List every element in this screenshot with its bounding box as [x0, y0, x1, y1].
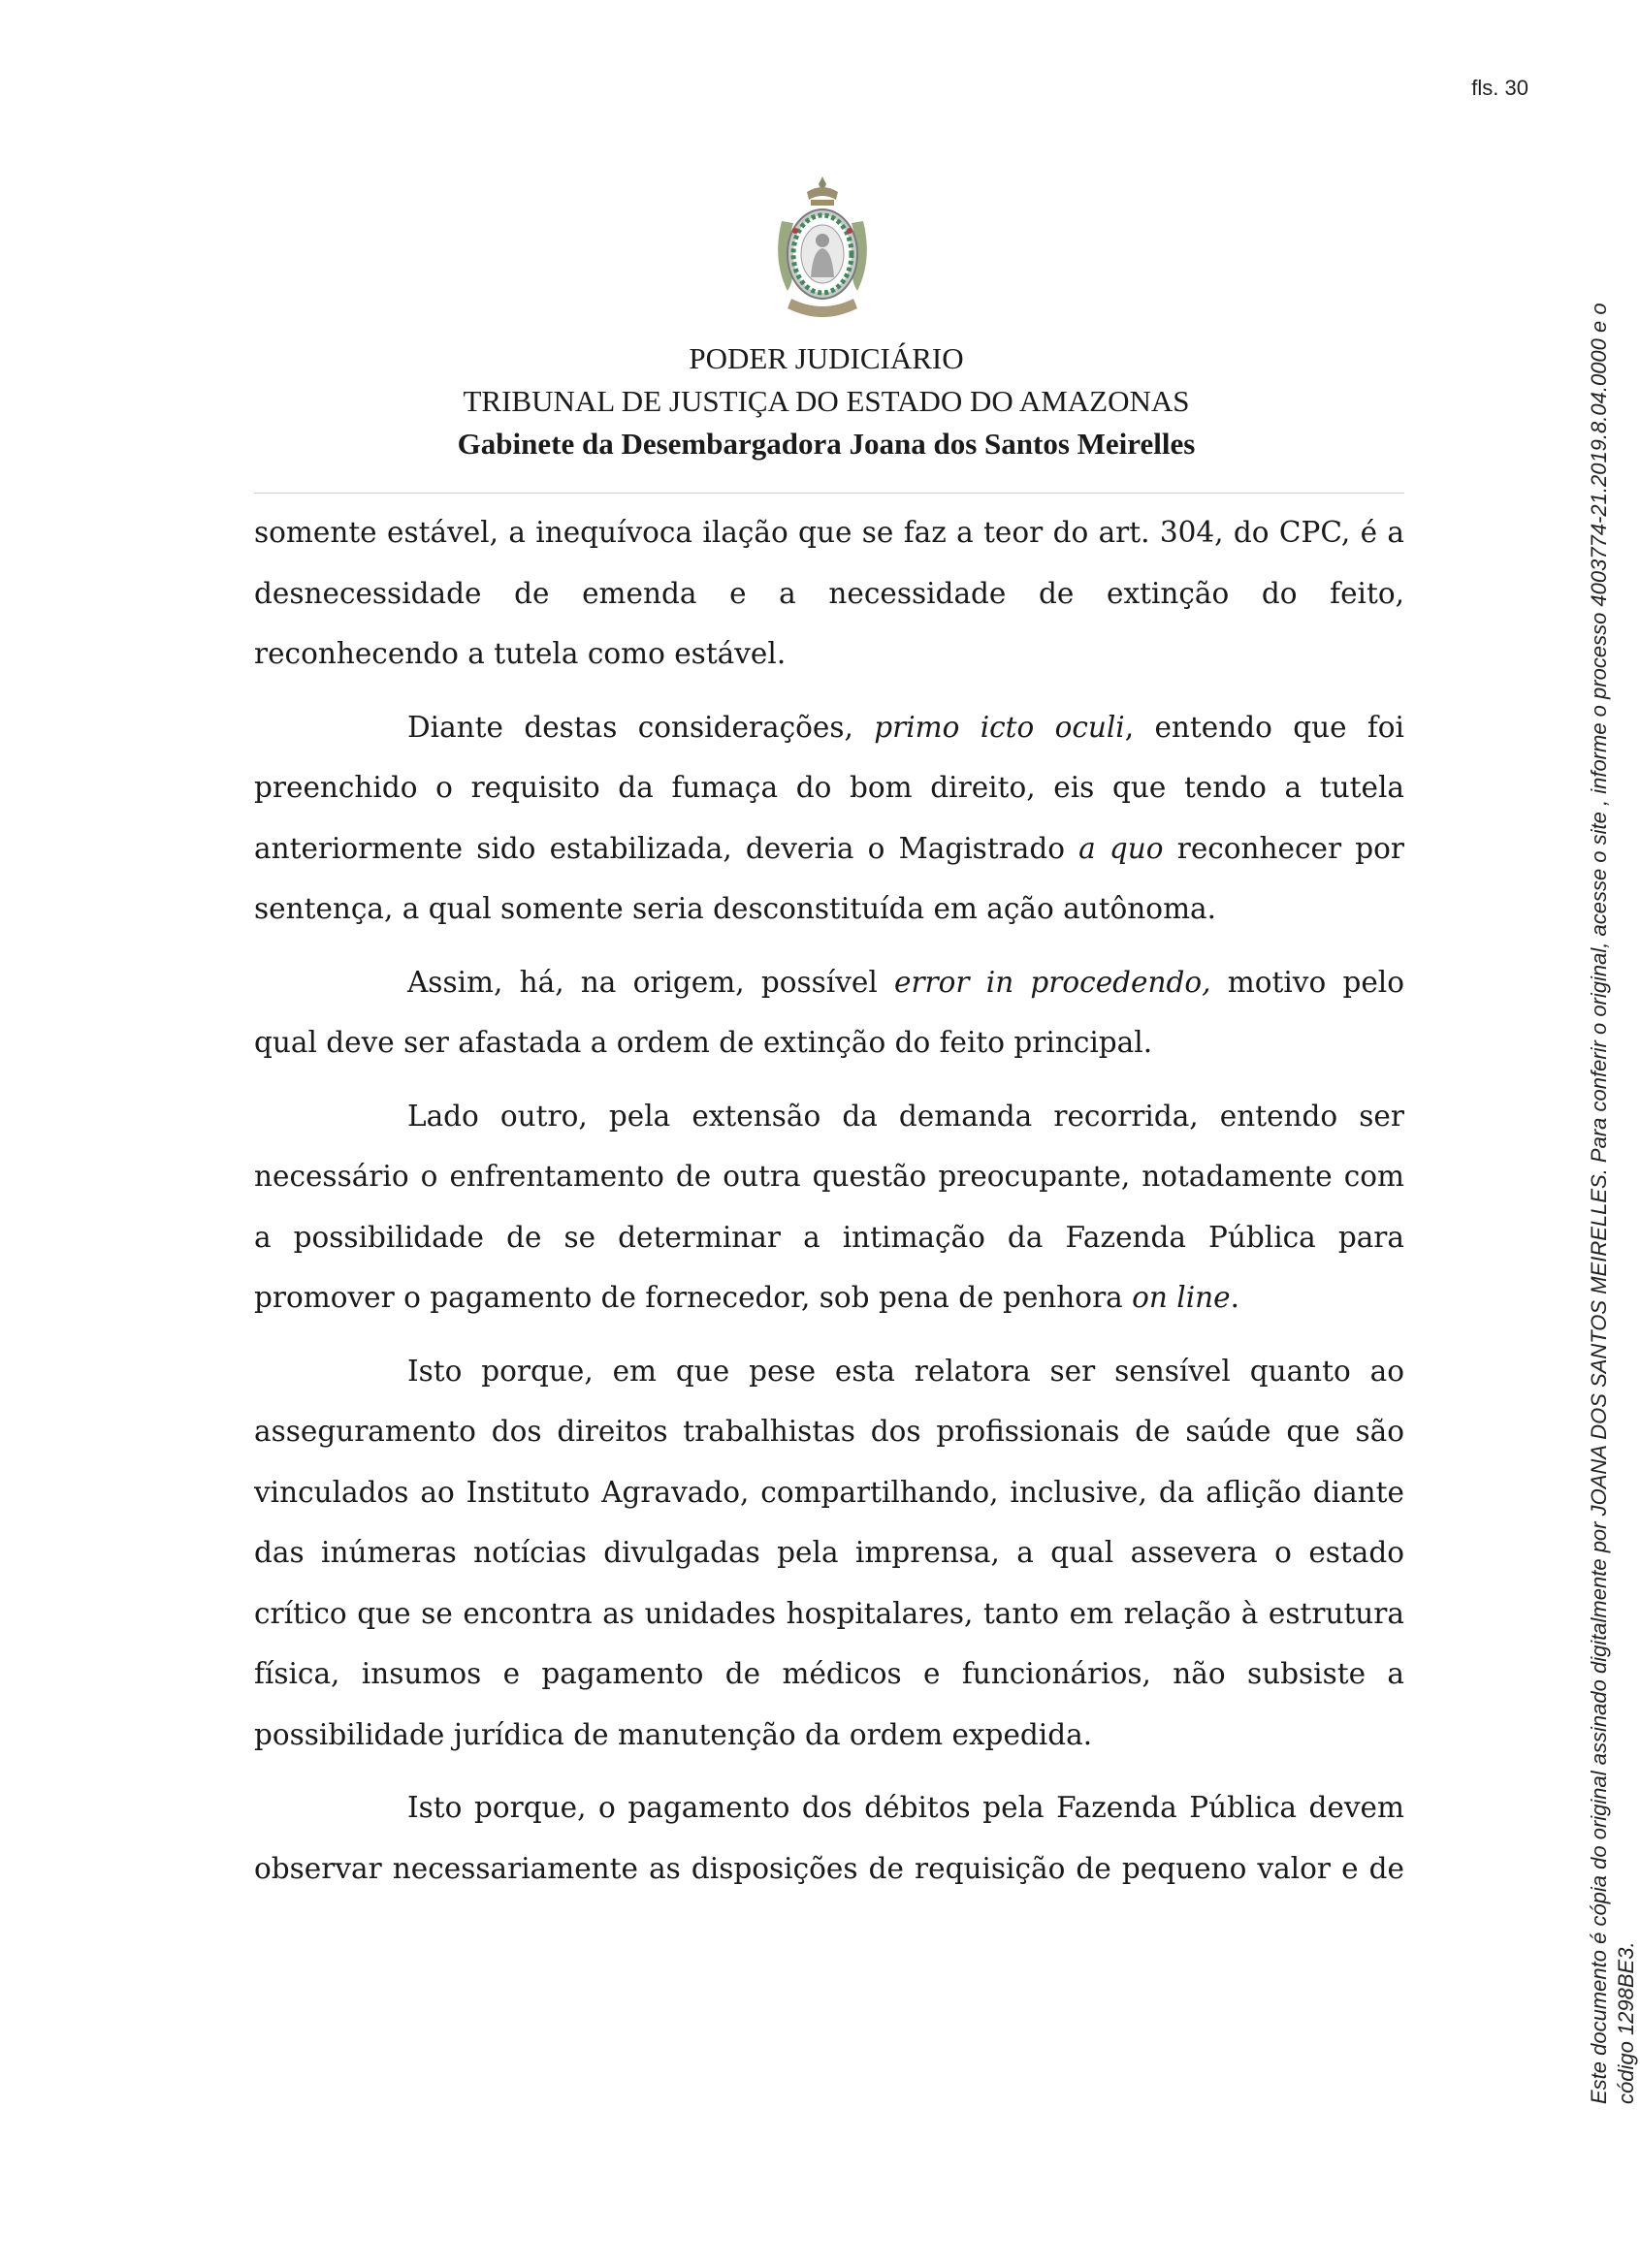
paragraph-5: Isto porque, em que pese esta relatora ser sensível quanto ao asseguramento dos direitos trabalhistas dos profissionais de saúde que são vinculados ao Instituto Agravado, compartilhando, inclusive, da aflição diante das inúmeras notícias divulgadas pela imprensa, a qual assevera o estado crítico que se encontra as unidades hospitalares, tanto em relação à estrutura física, insumos e pagamento de médicos e funcionários, não subsiste a possibilidade jurídica de manutenção da ordem expedida.: [254, 1354, 1404, 1751]
document-body: [254, 502, 1404, 1911]
header-divider: [254, 493, 1404, 494]
paragraph-6: Isto porque, o pagamento dos débitos pela Fazenda Pública devem observar necessariamente as disposições de requisição de pequeno valor e de: [254, 1791, 1404, 1885]
paragraph-2-text-e: reconhecer por sentença, a qual somente seria desconstituída em ação autônoma.: [254, 831, 1404, 925]
page-number: fls. 30: [1471, 76, 1528, 100]
latin-a-quo: a quo: [1078, 831, 1164, 865]
tjam-coat-of-arms-icon: [768, 173, 877, 328]
paragraph-1: somente estável, a inequívoca ilação que se faz a teor do art. 304, do CPC, é a desnecessidade de emenda e a necessidade de extinção do feito, reconhecendo a tutela como estável.: [254, 516, 1404, 670]
digital-signature-note: Este documento é cópia do original assinado digitalmente por JOANA DOS SANTOS MEIRELLES. Para conferir o original, acesse o site , informe o processo 4003774-21.2019.8.04.0000 e o código 1298BE3.: [1587, 303, 1638, 2104]
paragraph-3-text-c: motivo pelo qual deve ser afastada a ordem de extinção do feito principal.: [254, 965, 1404, 1059]
paragraph-2: [254, 697, 1404, 940]
paragraph-4: [254, 1086, 1404, 1328]
paragraph-3-text-a: Assim, há, na origem, possível: [407, 965, 894, 999]
paragraph-2-text-a: Diante destas considerações,: [407, 710, 875, 744]
document-header: [254, 337, 1399, 465]
latin-primo-icto-oculi: primo icto oculi: [874, 710, 1125, 744]
latin-error-in-procedendo: error in procedendo,: [894, 965, 1211, 999]
paragraph-3: [254, 952, 1404, 1073]
paragraph-4-text-c: .: [1230, 1281, 1239, 1314]
header-line-poder: PODER JUDICIÁRIO: [689, 341, 964, 375]
term-on-line: on line: [1132, 1281, 1231, 1314]
header-line-tribunal: TRIBUNAL DE JUSTIÇA DO ESTADO DO AMAZONAS: [463, 384, 1190, 418]
paragraph-4-text-a: Lado outro, pela extensão da demanda recorrida, entendo ser necessário o enfrentamento de outra questão preocupante, notadamente com a possibilidade de se determinar a intimação da Fazenda Pública para promover o pagamento de fornecedor, sob pena de penhora: [254, 1099, 1404, 1314]
paragraph-2-text-c: , entendo que foi preenchido o requisito da fumaça do bom direito, eis que tendo a tutela anteriormente sido estabilizada, deveria o Magistrado: [254, 710, 1404, 865]
header-line-gabinete: Gabinete da Desembargadora Joana dos Santos Meirelles: [457, 427, 1196, 461]
